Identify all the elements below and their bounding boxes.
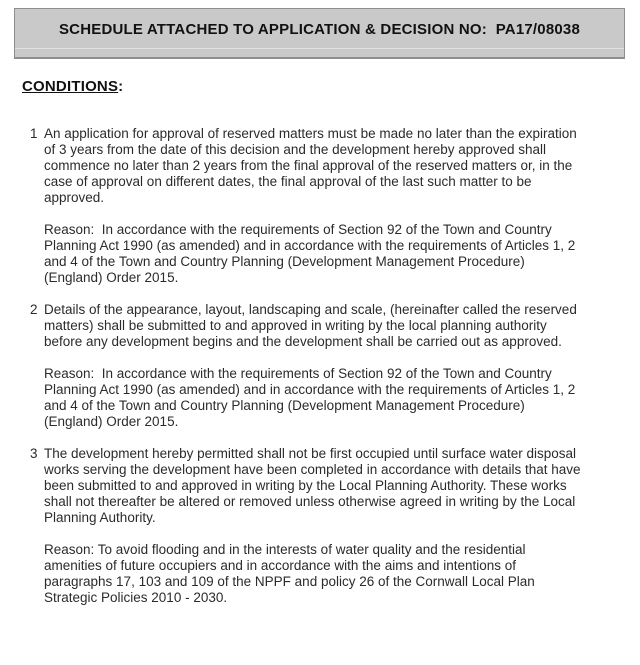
condition-item-1 xyxy=(0,126,640,302)
condition-reason: Reason: To avoid flooding and in the interests of water quality and the residential amenities of future occupiers and in accordance with the aims and intentions of paragraphs 17, 103 and 109 of the NPPF and policy 26 of the Cornwall Local Plan Strategic Policies 2010 - 2030. xyxy=(44,542,539,605)
condition-reason: Reason: In accordance with the requirements of Section 92 of the Town and Country Planning Act 1990 (as amended) and in accordance with the requirements of Articles 1, 2 and 4 of the Town and Country Planning (Development Management Procedure) (England) Order 2015. xyxy=(44,222,580,285)
condition-number: 2 xyxy=(30,302,38,317)
condition-body xyxy=(44,126,584,302)
condition-body xyxy=(44,302,584,446)
conditions-heading xyxy=(22,78,640,96)
condition-text: An application for approval of reserved matters must be made no later than the expiration of 3 years from the date of this decision and the development hereby approved shall commence no later than 2 years from the final approval of the reserved matters or, in the case of approval on different dates, the final approval of the last such matter to be approved. xyxy=(44,126,581,205)
condition-reason: Reason: In accordance with the requirements of Section 92 of the Town and Country Planning Act 1990 (as amended) and in accordance with the requirements of Articles 1, 2 and 4 of the Town and Country Planning (Development Management Procedure) (England) Order 2015. xyxy=(44,366,580,429)
schedule-header-title: SCHEDULE ATTACHED TO APPLICATION & DECISION NO: PA17/08038 xyxy=(15,9,624,49)
document-page xyxy=(0,8,640,622)
condition-number: 1 xyxy=(30,126,38,141)
condition-body xyxy=(44,446,584,622)
conditions-list xyxy=(0,126,640,622)
condition-text: Details of the appearance, layout, landscaping and scale, (hereinafter called the reserved matters) shall be submitted to and approved in writing by the local planning authority before any development begins and the development shall be carried out as approved. xyxy=(44,302,581,349)
schedule-header-strip xyxy=(15,49,624,57)
conditions-heading-word: CONDITIONS xyxy=(22,78,119,95)
condition-item-2 xyxy=(0,302,640,446)
condition-number: 3 xyxy=(30,446,38,461)
condition-text: The development hereby permitted shall not be first occupied until surface water disposal works serving the development have been completed in accordance with details that have been submitted to and approved in writing by the Local Planning Authority. These works shall not thereafter be altered or removed unless otherwise agreed in writing by the Local Planning Authority. xyxy=(44,446,585,525)
conditions-heading-colon: : xyxy=(118,78,124,95)
condition-item-3 xyxy=(0,446,640,622)
schedule-header-box xyxy=(14,8,625,59)
